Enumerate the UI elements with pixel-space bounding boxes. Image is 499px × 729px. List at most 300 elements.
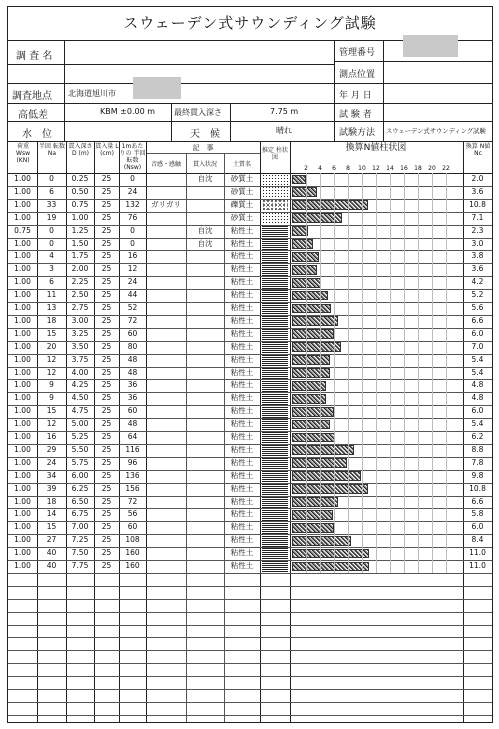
final-depth-label: 最終貫入深さ: [174, 108, 222, 117]
cell-state: [186, 405, 224, 418]
cell-sound: [146, 392, 186, 405]
column-figure-cell: [262, 444, 288, 456]
n-value-bar: [292, 265, 317, 275]
cell-nsw: 0: [130, 238, 135, 248]
cell-depth: 5.25: [71, 432, 89, 441]
column-figure-cell: [262, 561, 288, 573]
method-value: スウェーデン式サウンディング試験: [386, 128, 486, 135]
column-figure-cell: [262, 225, 288, 237]
n-value-bar: [292, 433, 335, 443]
cell-sound: [146, 521, 186, 534]
col-soil: 土質名: [232, 161, 251, 168]
site-label: 調査地点: [12, 91, 52, 102]
cell-nsw: 156: [125, 483, 140, 493]
n-value-bar: [292, 316, 338, 326]
sounding-sheet: [7, 6, 493, 723]
cell-n-value: 5.4: [471, 419, 484, 429]
cell-load: 1.00: [14, 457, 31, 467]
cell-load: 1.00: [14, 199, 31, 209]
cell-state: [186, 508, 224, 521]
n-value-bar: [292, 368, 330, 378]
cell-n-value: 3.8: [471, 251, 484, 261]
cell-sound: [146, 547, 186, 560]
cell-soil: 粘性土: [230, 380, 254, 390]
cell-sound: [146, 379, 186, 392]
axis-tick-label: 6: [332, 165, 336, 172]
cell-nsw: 0: [130, 174, 135, 183]
cell-n-value: 9.8: [471, 470, 484, 480]
cell-nsw: 36: [127, 393, 138, 403]
cell-sound: [146, 444, 186, 457]
cell-sound: [146, 431, 186, 444]
cell-state: [186, 315, 224, 328]
axis-tick-label: 20: [428, 165, 436, 172]
cell-soil: 砂質土: [230, 186, 254, 196]
cell-load: 1.00: [14, 186, 31, 196]
cell-load: 1.00: [14, 561, 31, 570]
survey-name-label: 調 査 名: [16, 51, 53, 62]
column-figure-cell: [262, 199, 288, 211]
cell-sound: [146, 483, 186, 496]
cell-nsw: 24: [127, 277, 138, 287]
cell-load: 1.00: [14, 328, 31, 338]
cell-state: [186, 289, 224, 302]
cell-depth: 5.00: [71, 419, 89, 429]
grid-line: [8, 354, 492, 355]
n-value-bar: [292, 304, 331, 314]
cell-n-value: 5.4: [471, 367, 484, 377]
grid-line: [8, 508, 492, 509]
cell-soil: 粘性土: [230, 535, 254, 545]
cell-penetration: 25: [101, 380, 112, 390]
cell-half-rotations: 9: [49, 380, 54, 390]
cell-half-rotations: 12: [46, 367, 57, 377]
cell-half-rotations: 40: [46, 561, 57, 570]
cell-n-value: 2.3: [471, 225, 484, 235]
grid-line: [8, 225, 492, 226]
cell-load: 1.00: [14, 393, 31, 403]
cell-depth: 6.50: [71, 496, 89, 506]
cell-n-value: 10.8: [469, 199, 486, 209]
cell-load: 1.00: [14, 341, 31, 351]
elevation-value: KBM ±0.00 m: [100, 107, 156, 116]
cell-load: 1.00: [14, 367, 31, 377]
cell-half-rotations: 33: [46, 199, 57, 209]
cell-penetration: 25: [101, 483, 112, 493]
cell-nsw: 56: [127, 509, 138, 519]
cell-nsw: 24: [127, 186, 138, 196]
grid-line: [320, 173, 321, 573]
cell-penetration: 25: [101, 225, 112, 235]
cell-sound: [146, 225, 186, 238]
column-figure-cell: [262, 393, 288, 405]
cell-sound: [146, 289, 186, 302]
cell-state: [186, 444, 224, 457]
cell-half-rotations: 15: [46, 328, 57, 338]
cell-half-rotations: 19: [46, 212, 57, 222]
cell-penetration: 25: [101, 535, 112, 545]
cell-sound: [146, 496, 186, 509]
cell-n-value: 2.0: [471, 174, 484, 183]
cell-penetration: 25: [101, 251, 112, 261]
grid-line: [8, 612, 492, 613]
cell-depth: 5.50: [71, 444, 89, 454]
grid-line: [8, 263, 492, 264]
cell-state: [186, 250, 224, 263]
grid-line: [376, 173, 377, 573]
cell-soil: 粘性土: [230, 238, 254, 248]
cell-sound: [146, 212, 186, 225]
cell-soil: 粘性土: [230, 496, 254, 506]
cell-state: [186, 547, 224, 560]
grid-line: [362, 173, 363, 573]
col-state: 貫入状況: [192, 161, 217, 168]
n-value-bar: [292, 510, 333, 520]
cell-penetration: 25: [101, 561, 112, 570]
cell-state: [186, 470, 224, 483]
cell-nsw: 60: [127, 406, 138, 416]
cell-load: 1.00: [14, 548, 31, 558]
cell-load: 1.00: [14, 432, 31, 441]
cell-depth: 3.50: [71, 341, 89, 351]
n-value-bar: [292, 562, 369, 572]
cell-nsw: 80: [127, 341, 138, 351]
column-figure-cell: [262, 303, 288, 315]
cell-n-value: 6.0: [471, 522, 484, 532]
cell-depth: 5.75: [71, 457, 89, 467]
cell-soil: 粘性土: [230, 470, 254, 480]
cell-soil: 粘性土: [230, 419, 254, 429]
cell-soil: 砂質土: [230, 174, 254, 183]
cell-penetration: 25: [101, 212, 112, 222]
cell-soil: 砂質土: [230, 212, 254, 222]
cell-soil: 粘性土: [230, 251, 254, 261]
cell-load: 1.00: [14, 315, 31, 325]
column-figure-cell: [262, 264, 288, 276]
weather-label: 天 候: [190, 129, 220, 140]
column-figure-cell: [262, 354, 288, 366]
col-column-figure: 推定 柱状図: [262, 147, 288, 161]
cell-n-value: 3.6: [471, 264, 484, 274]
cell-penetration: 25: [101, 367, 112, 377]
column-figure-cell: [262, 174, 288, 186]
cell-load: 1.00: [14, 483, 31, 493]
cell-load: 0.75: [14, 225, 31, 235]
cell-penetration: 25: [101, 548, 112, 558]
cell-soil: 粘性土: [230, 406, 254, 416]
n-value-bar: [292, 239, 313, 249]
grid-line: [8, 470, 492, 471]
cell-state: [186, 341, 224, 354]
cell-state: [186, 186, 224, 199]
cell-n-value: 7.8: [471, 457, 484, 467]
axis-tick-label: 14: [386, 165, 394, 172]
cell-penetration: 25: [101, 419, 112, 429]
column-figure-cell: [262, 419, 288, 431]
column-figure-cell: [262, 548, 288, 560]
n-value-bar: [292, 420, 330, 430]
grid-line: [334, 173, 335, 573]
cell-state: [186, 521, 224, 534]
grid-line: [8, 689, 492, 690]
grid-line: [8, 715, 492, 716]
cell-depth: 3.00: [71, 315, 89, 325]
cell-soil: 粘性土: [230, 341, 254, 351]
column-figure-cell: [262, 277, 288, 289]
cell-state: [186, 354, 224, 367]
cell-soil: 粘性土: [230, 522, 254, 532]
cell-nsw: 0: [130, 225, 135, 235]
column-figure-cell: [262, 470, 288, 482]
cell-nsw: 52: [127, 303, 138, 312]
col-n-value: 換算 N値 Nc: [465, 143, 491, 157]
col-half-rotations: 半回 転数 Na: [39, 143, 65, 157]
cell-half-rotations: 0: [49, 174, 54, 183]
cell-n-value: 6.6: [471, 496, 484, 506]
cell-soil: 粘性土: [230, 328, 254, 338]
n-value-bar: [292, 523, 334, 533]
cell-depth: 7.50: [71, 548, 89, 558]
col-sound: 音感・感触: [150, 161, 181, 168]
cell-soil: 粘性土: [230, 290, 254, 300]
cell-sound: [146, 263, 186, 276]
grid-line: [446, 173, 447, 573]
cell-penetration: 25: [101, 303, 112, 312]
cell-half-rotations: 11: [46, 290, 57, 300]
grid-line: [8, 444, 492, 445]
grid-line: [8, 650, 492, 651]
cell-sound: [146, 534, 186, 547]
grid-line: [8, 573, 492, 574]
cell-nsw: 60: [127, 328, 138, 338]
cell-half-rotations: 15: [46, 406, 57, 416]
cell-depth: 4.25: [71, 380, 89, 390]
cell-n-value: 4.8: [471, 380, 484, 390]
weather-value: 晴れ: [276, 126, 292, 135]
column-figure-cell: [262, 432, 288, 444]
cell-penetration: 25: [101, 341, 112, 351]
grid-line: [8, 637, 492, 638]
col-depth: 貫入深さ D (m): [68, 143, 93, 157]
cell-sound: [146, 276, 186, 289]
cell-load: 1.00: [14, 419, 31, 429]
grid-line: [8, 663, 492, 664]
cell-load: 1.00: [14, 380, 31, 390]
n-value-bar: [292, 175, 306, 185]
cell-nsw: 36: [127, 380, 138, 390]
cell-half-rotations: 40: [46, 548, 57, 558]
cell-nsw: 60: [127, 522, 138, 532]
grid-line: [8, 483, 492, 484]
column-figure-cell: [262, 457, 288, 469]
cell-state: [186, 457, 224, 470]
cell-penetration: 25: [101, 328, 112, 338]
n-value-bar: [292, 549, 369, 559]
cell-n-value: 7.1: [471, 212, 484, 222]
cell-half-rotations: 34: [46, 470, 57, 480]
cell-state: [186, 431, 224, 444]
cell-soil: 粘性土: [230, 264, 254, 274]
water-level-label: 水 位: [22, 129, 52, 140]
col-penetration: 貫入量 L (cm): [95, 143, 119, 157]
cell-depth: 3.75: [71, 354, 89, 364]
grid-line: [8, 186, 492, 187]
cell-sound: ガリガリ: [151, 199, 181, 209]
cell-half-rotations: 18: [46, 315, 57, 325]
cell-nsw: 160: [125, 548, 140, 558]
cell-sound: [146, 315, 186, 328]
grid-line: [348, 173, 349, 573]
cell-load: 1.00: [14, 444, 31, 454]
cell-depth: 7.75: [71, 561, 89, 570]
cell-half-rotations: 12: [46, 419, 57, 429]
grid-line: [8, 302, 492, 303]
axis-tick-label: 22: [442, 165, 450, 172]
cell-sound: [146, 508, 186, 521]
cell-penetration: 25: [101, 238, 112, 248]
cell-half-rotations: 6: [49, 186, 54, 196]
cell-state: [186, 496, 224, 509]
grid-line: [8, 534, 492, 535]
column-figure-cell: [262, 290, 288, 302]
cell-load: 1.00: [14, 470, 31, 480]
n-value-bar: [292, 445, 354, 455]
cell-nsw: 116: [125, 444, 140, 454]
cell-nsw: 48: [127, 419, 138, 429]
n-value-bar: [292, 471, 361, 481]
cell-half-rotations: 6: [49, 277, 54, 287]
cell-soil: 粘性土: [230, 225, 254, 235]
grid-line: [8, 457, 492, 458]
cell-soil: 礫質土: [230, 199, 254, 209]
grid-line: [8, 586, 492, 587]
cell-penetration: 25: [101, 186, 112, 196]
cell-sound: [146, 341, 186, 354]
grid-line: [8, 405, 492, 406]
cell-n-value: 4.8: [471, 393, 484, 403]
grid-line: [8, 521, 492, 522]
column-figure-cell: [262, 367, 288, 379]
elevation-label: 高低差: [18, 110, 48, 121]
cell-half-rotations: 13: [46, 303, 57, 312]
grid-line: [418, 173, 419, 573]
n-value-bar: [292, 200, 368, 210]
cell-depth: 4.00: [71, 367, 89, 377]
cell-load: 1.00: [14, 238, 31, 248]
cell-n-value: 4.2: [471, 277, 484, 287]
cell-nsw: 108: [125, 535, 140, 545]
cell-depth: 4.50: [71, 393, 89, 403]
cell-penetration: 25: [101, 354, 112, 364]
cell-depth: 1.25: [71, 225, 89, 235]
tester-label: 試 験 者: [339, 110, 372, 120]
n-value-bar: [292, 484, 368, 494]
axis-tick-label: 18: [414, 165, 422, 172]
column-figure-cell: [262, 328, 288, 340]
site-value: 北海道旭川市: [68, 89, 116, 98]
cell-nsw: 12: [127, 264, 138, 274]
n-value-bar: [292, 407, 334, 417]
cell-sound: [146, 186, 186, 199]
cell-state: 自沈: [197, 225, 213, 235]
cell-load: 1.00: [14, 509, 31, 519]
cell-depth: 1.00: [71, 212, 89, 222]
cell-depth: 2.50: [71, 290, 89, 300]
cell-nsw: 160: [125, 561, 140, 570]
cell-n-value: 6.6: [471, 315, 484, 325]
cell-soil: 粘性土: [230, 277, 254, 287]
cell-soil: 粘性土: [230, 367, 254, 377]
n-value-bar: [292, 329, 334, 339]
cell-soil: 粘性土: [230, 483, 254, 493]
cell-depth: 6.00: [71, 470, 89, 480]
grid-line: [8, 367, 492, 368]
cell-state: [186, 276, 224, 289]
cell-half-rotations: 24: [46, 457, 57, 467]
axis-tick-label: 8: [346, 165, 350, 172]
cell-depth: 6.25: [71, 483, 89, 493]
cell-soil: 粘性土: [230, 354, 254, 364]
n-value-bar: [292, 291, 328, 301]
grid-line: [8, 547, 492, 548]
cell-penetration: 25: [101, 264, 112, 274]
cell-state: 自沈: [197, 238, 213, 248]
cell-nsw: 72: [127, 496, 138, 506]
cell-penetration: 25: [101, 432, 112, 441]
cell-half-rotations: 9: [49, 393, 54, 403]
axis-tick-label: 2: [304, 165, 308, 172]
final-depth-value: 7.75 m: [270, 107, 299, 116]
cell-n-value: 5.6: [471, 303, 484, 312]
cell-depth: 3.25: [71, 328, 89, 338]
column-figure-cell: [262, 212, 288, 224]
cell-half-rotations: 0: [49, 238, 54, 248]
mgmt-number-label: 管理番号: [339, 48, 376, 58]
cell-half-rotations: 20: [46, 341, 57, 351]
cell-half-rotations: 4: [49, 251, 54, 261]
cell-load: 1.00: [14, 522, 31, 532]
grid-line: [8, 250, 492, 251]
grid-line: [8, 599, 492, 600]
cell-half-rotations: 3: [49, 264, 54, 274]
cell-state: [186, 212, 224, 225]
cell-soil: 粘性土: [230, 457, 254, 467]
cell-sound: [146, 418, 186, 431]
cell-sound: [146, 173, 186, 186]
cell-soil: 粘性土: [230, 315, 254, 325]
cell-depth: 6.75: [71, 509, 89, 519]
grid-line: [8, 238, 492, 239]
grid-line: [8, 625, 492, 626]
cell-nsw: 48: [127, 367, 138, 377]
cell-depth: 4.75: [71, 406, 89, 416]
column-figure-cell: [262, 496, 288, 508]
grid-line: [8, 315, 492, 316]
cell-penetration: 25: [101, 444, 112, 454]
grid-line: [404, 173, 405, 573]
cell-half-rotations: 12: [46, 354, 57, 364]
cell-penetration: 25: [101, 457, 112, 467]
cell-n-value: 5.2: [471, 290, 484, 300]
cell-half-rotations: 29: [46, 444, 57, 454]
cell-n-value: 3.6: [471, 186, 484, 196]
cell-sound: [146, 354, 186, 367]
cell-nsw: 132: [125, 199, 140, 209]
cell-load: 1.00: [14, 535, 31, 545]
cell-state: [186, 379, 224, 392]
cell-n-value: 6.2: [471, 432, 484, 441]
cell-penetration: 25: [101, 393, 112, 403]
